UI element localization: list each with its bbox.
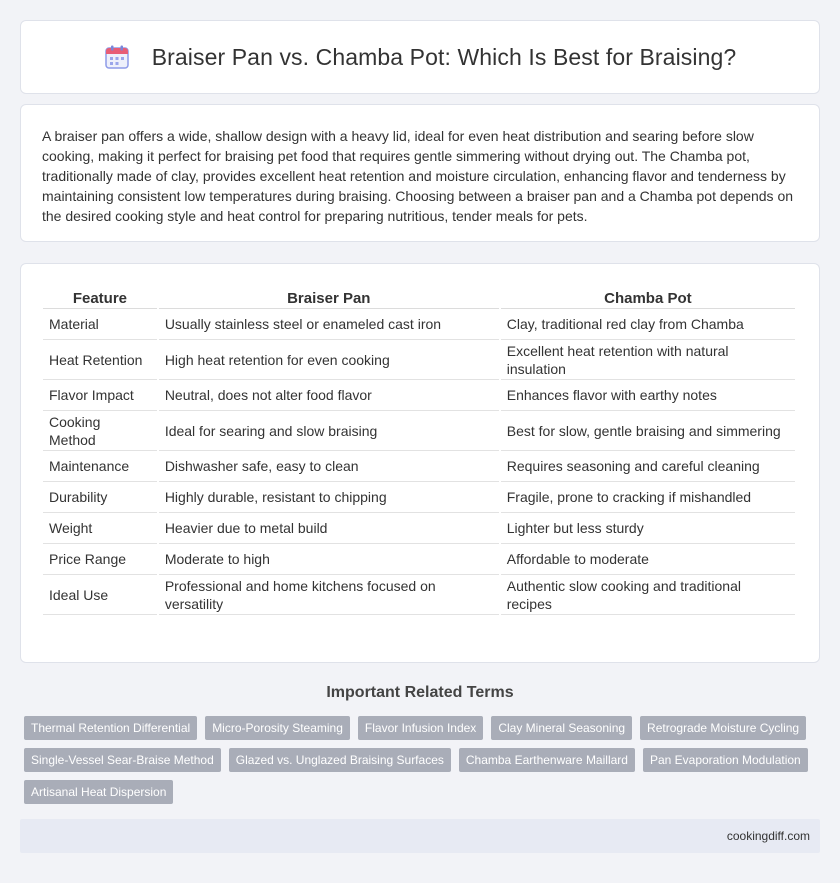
chamba-cell: Excellent heat retention with natural insulation	[501, 340, 795, 380]
chamba-cell: Lighter but less sturdy	[501, 513, 795, 544]
related-term-tag[interactable]: Single-Vessel Sear-Braise Method	[24, 748, 221, 772]
footer	[20, 819, 820, 853]
comparison-table-card	[20, 263, 820, 663]
related-term-tag[interactable]: Artisanal Heat Dispersion	[24, 780, 173, 804]
related-term-tag[interactable]: Micro-Porosity Steaming	[205, 716, 350, 740]
calendar-icon	[104, 44, 130, 70]
chamba-cell: Enhances flavor with earthy notes	[501, 380, 795, 411]
related-term-tag[interactable]: Pan Evaporation Modulation	[643, 748, 808, 772]
feature-cell: Cooking Method	[43, 411, 157, 451]
table-row	[43, 451, 795, 482]
braiser-cell: Ideal for searing and slow braising	[159, 411, 499, 451]
table-row	[43, 340, 795, 380]
header-chamba-pot: Chamba Pot	[501, 284, 795, 309]
feature-cell: Price Range	[43, 544, 157, 575]
table-row	[43, 411, 795, 451]
feature-cell: Flavor Impact	[43, 380, 157, 411]
braiser-cell: High heat retention for even cooking	[159, 340, 499, 380]
header-feature: Feature	[43, 284, 157, 309]
braiser-cell: Professional and home kitchens focused on versatility	[159, 575, 499, 615]
table-row	[43, 482, 795, 513]
braiser-cell: Highly durable, resistant to chipping	[159, 482, 499, 513]
braiser-cell: Dishwasher safe, easy to clean	[159, 451, 499, 482]
braiser-cell: Neutral, does not alter food flavor	[159, 380, 499, 411]
chamba-cell: Affordable to moderate	[501, 544, 795, 575]
feature-cell: Heat Retention	[43, 340, 157, 380]
table-header-row	[43, 284, 795, 309]
braiser-cell: Heavier due to metal build	[159, 513, 499, 544]
page-title: Braiser Pan vs. Chamba Pot: Which Is Best for Braising?	[151, 43, 737, 70]
feature-cell: Weight	[43, 513, 157, 544]
header-braiser-pan: Braiser Pan	[159, 284, 499, 309]
table-row	[43, 513, 795, 544]
feature-cell: Durability	[43, 482, 157, 513]
chamba-cell: Fragile, prone to cracking if mishandled	[501, 482, 795, 513]
related-terms-list	[24, 716, 814, 804]
chamba-cell: Requires seasoning and careful cleaning	[501, 451, 795, 482]
chamba-cell: Clay, traditional red clay from Chamba	[501, 309, 795, 340]
footer-site-link[interactable]: cookingdiff.com	[726, 829, 810, 843]
related-terms-heading: Important Related Terms	[326, 684, 514, 701]
related-term-tag[interactable]: Flavor Infusion Index	[358, 716, 483, 740]
intro-paragraph: A braiser pan offers a wide, shallow design with a heavy lid, ideal for even heat distribution and searing before slow cooking, making it perfect for braising pet food that requires gentle simmering without drying out. The Chamba pot, traditionally made of clay, provides excellent heat retention and moisture circulation, enhancing flavor and tenderness by maintaining consistent low temperatures during braising. Choosing between a braiser pan and a Chamba pot depends on the desired cooking style and heat control for preparing nutritious, tender meals for pets.	[42, 128, 794, 224]
table-row	[43, 575, 795, 615]
feature-cell: Ideal Use	[43, 575, 157, 615]
title-card	[20, 20, 820, 94]
table-row	[43, 309, 795, 340]
feature-cell: Material	[43, 309, 157, 340]
chamba-cell: Best for slow, gentle braising and simmering	[501, 411, 795, 451]
table-row	[43, 380, 795, 411]
related-term-tag[interactable]: Glazed vs. Unglazed Braising Surfaces	[229, 748, 451, 772]
braiser-cell: Moderate to high	[159, 544, 499, 575]
comparison-table	[41, 284, 797, 615]
intro-card	[20, 104, 820, 242]
related-term-tag[interactable]: Chamba Earthenware Maillard	[459, 748, 635, 772]
related-term-tag[interactable]: Clay Mineral Seasoning	[491, 716, 632, 740]
related-term-tag[interactable]: Retrograde Moisture Cycling	[640, 716, 806, 740]
braiser-cell: Usually stainless steel or enameled cast iron	[159, 309, 499, 340]
feature-cell: Maintenance	[43, 451, 157, 482]
title-wrap	[104, 44, 737, 71]
chamba-cell: Authentic slow cooking and traditional recipes	[501, 575, 795, 615]
related-term-tag[interactable]: Thermal Retention Differential	[24, 716, 197, 740]
table-row	[43, 544, 795, 575]
